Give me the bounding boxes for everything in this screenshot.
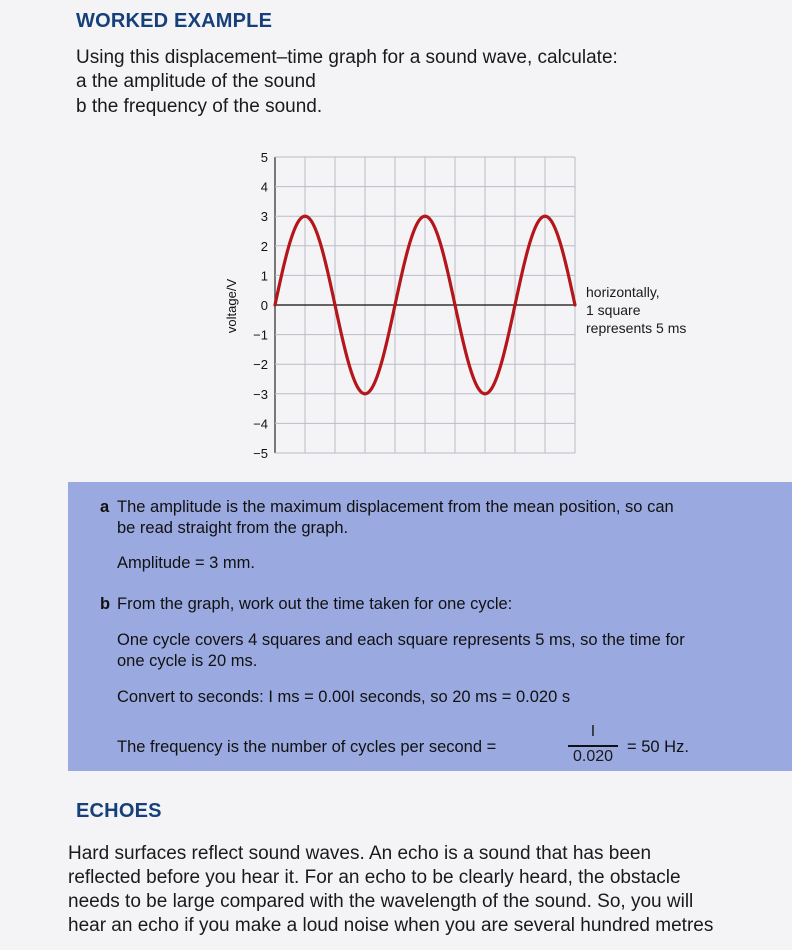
answer-a-line1: The amplitude is the maximum displacement from the mean position, so can — [117, 498, 674, 516]
frequency-result: = 50 Hz. — [627, 738, 689, 756]
y-tick-labels — [253, 150, 268, 461]
convert-line: Convert to seconds: I ms = 0.00I seconds, so 20 ms = 0.020 s — [117, 688, 571, 706]
intro-text: Using this displacement–time graph for a sound wave, calculate: — [76, 47, 618, 68]
echoes-line-1: Hard surfaces reflect sound waves. An echo is a sound that has been — [68, 843, 652, 864]
y-tick-label: 0 — [260, 298, 268, 313]
y-tick-label: −2 — [253, 357, 268, 373]
annotation-line-1: horizontally, — [586, 284, 660, 300]
worked-example-heading: WORKED EXAMPLE — [76, 10, 273, 32]
answer-box — [68, 482, 792, 771]
echoes-line-2: reflected before you hear it. For an echo to be clearly heard, the obstacle — [68, 867, 681, 888]
y-tick-label: −4 — [253, 416, 268, 432]
question-part-a: a the amplitude of the sound — [76, 71, 316, 92]
y-tick-label: 1 — [260, 268, 268, 284]
answer-a-line2: be read straight from the graph. — [117, 519, 349, 537]
y-tick-label: −5 — [253, 446, 268, 461]
question-part-b: b the frequency of the sound. — [76, 96, 323, 117]
annotation-line-2: 1 square — [586, 302, 641, 318]
answer-a-label: a — [100, 498, 110, 516]
echoes-line-4: hear an echo if you make a loud noise when you are several hundred metres — [68, 915, 714, 936]
y-tick-label: 4 — [260, 179, 268, 195]
y-tick-label: 5 — [260, 150, 268, 165]
fraction-denominator: 0.020 — [572, 748, 614, 765]
graph-grid — [275, 157, 575, 453]
echoes-heading: ECHOES — [76, 800, 162, 822]
answer-b-label: b — [100, 595, 111, 613]
echoes-line-3: needs to be large compared with the wavelength of the sound. So, you will — [68, 891, 694, 912]
cycle-line1: One cycle covers 4 squares and each square represents 5 ms, so the time for — [117, 631, 685, 649]
amplitude-result: Amplitude = 3 mm. — [117, 554, 256, 572]
annotation-line-3: represents 5 ms — [586, 320, 687, 336]
cycle-line2: one cycle is 20 ms. — [117, 652, 258, 670]
y-axis-label: voltage/V — [224, 278, 239, 334]
y-tick-label: 2 — [260, 238, 268, 254]
fraction-bar — [568, 745, 618, 747]
frequency-text: The frequency is the number of cycles per second = — [117, 738, 497, 756]
answer-b-line: From the graph, work out the time taken for one cycle: — [117, 595, 513, 613]
fraction-numerator: I — [590, 723, 596, 740]
y-tick-label: −3 — [253, 386, 268, 402]
y-tick-label: 3 — [260, 209, 268, 225]
y-tick-label: −1 — [253, 327, 268, 343]
